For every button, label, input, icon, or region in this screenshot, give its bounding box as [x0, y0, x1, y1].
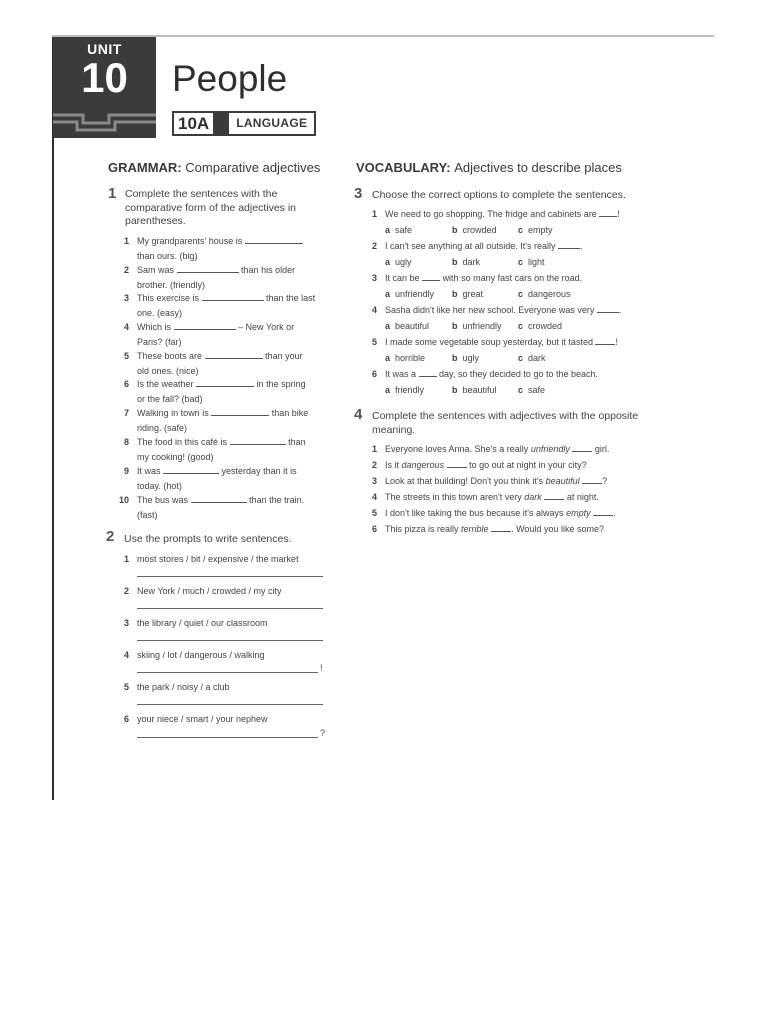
item-text: My grandparents' house is [137, 236, 243, 246]
answer-blank[interactable] [230, 435, 286, 445]
option-letter: a [385, 289, 391, 299]
answer-blank[interactable] [491, 522, 511, 532]
item-text: These boots are [137, 351, 203, 361]
item-number: 4 [372, 305, 378, 315]
item-text: than your [265, 351, 303, 361]
item-keyword: dark [524, 492, 542, 502]
answer-line[interactable] [137, 704, 323, 705]
item-text: – New York or [238, 322, 295, 332]
option-a[interactable] [385, 256, 412, 268]
left-rule [52, 37, 54, 800]
item-number: 6 [124, 714, 130, 724]
item-text: ? [602, 476, 608, 486]
answer-blank[interactable] [595, 335, 615, 345]
option-text: ugly [462, 353, 480, 363]
exercise-1-item [124, 435, 344, 465]
answer-blank[interactable] [422, 271, 440, 281]
line-end-punctuation: ? [320, 728, 326, 738]
vocabulary-heading [356, 160, 622, 175]
item-text: Look at that building! Don't you think it's [385, 476, 544, 486]
option-text: friendly [395, 385, 425, 395]
option-text: crowded [528, 321, 563, 331]
option-c[interactable] [518, 384, 545, 396]
exercise-4-item [372, 490, 662, 504]
exercise-4-item [372, 442, 662, 456]
item-number: 1 [124, 554, 130, 564]
exercise-1-item [124, 234, 344, 264]
item-text: in the spring [256, 379, 306, 389]
exercise-1-item [119, 493, 344, 523]
option-letter: a [385, 257, 391, 267]
exercise-2-item [124, 648, 329, 678]
item-text: Paris? (far) [137, 336, 182, 347]
item-text: It was a [385, 369, 417, 379]
item-number: 2 [124, 265, 130, 275]
option-letter: c [518, 289, 524, 299]
option-letter: b [452, 289, 458, 299]
item-prompt: most stores / bit / expensive / the market [137, 554, 299, 564]
item-keyword: unfriendly [530, 444, 570, 454]
item-number: 6 [372, 524, 378, 534]
item-text: than his older [241, 265, 296, 275]
item-number: 5 [372, 508, 378, 518]
option-letter: b [452, 321, 458, 331]
exercise-1-number: 1 [108, 185, 117, 202]
item-text: than the last [266, 293, 316, 303]
option-c[interactable] [518, 320, 562, 332]
item-text: I don't like taking the bus because it's always [385, 508, 564, 518]
option-text: ugly [395, 257, 412, 267]
option-text: unfriendly [395, 289, 435, 299]
item-text: than bike [271, 408, 309, 418]
answer-blank[interactable] [582, 474, 602, 484]
item-text: Sasha didn't like her new school. Everyone was very [385, 305, 595, 315]
item-text: . [613, 508, 616, 518]
option-a[interactable] [385, 224, 412, 236]
option-a[interactable] [385, 320, 429, 332]
lesson-code: 10A [174, 113, 213, 134]
option-letter: b [452, 257, 458, 267]
option-a[interactable] [385, 288, 434, 300]
answer-blank[interactable] [196, 377, 254, 387]
option-letter: c [518, 321, 524, 331]
item-keyword: empty [566, 508, 591, 518]
option-c[interactable] [518, 224, 553, 236]
unit-box [53, 37, 156, 138]
exercise-1-item [124, 263, 344, 293]
option-letter: b [452, 353, 458, 363]
option-text: great [462, 289, 484, 299]
option-b[interactable] [452, 224, 497, 236]
item-text: This exercise is [137, 293, 200, 303]
item-text: yesterday than it is [221, 466, 297, 476]
item-text: riding. (safe) [137, 422, 188, 433]
item-number: 3 [124, 293, 130, 303]
answer-line[interactable] [137, 640, 323, 641]
exercise-2-item [124, 680, 329, 710]
exercise-1-item [124, 406, 344, 436]
instruction-line: Complete the sentences with adjectives with the opposite [372, 410, 639, 422]
item-text: Walking in town is [137, 408, 209, 418]
option-b[interactable] [452, 384, 497, 396]
answer-line[interactable] [137, 608, 323, 609]
exercise-3-item [372, 239, 652, 271]
item-text: Everyone loves Anna. She's a really [385, 444, 529, 454]
item-text: Is the weather [137, 379, 194, 389]
unit-stripe-graphic [53, 105, 156, 138]
answer-blank[interactable] [419, 367, 437, 377]
item-keyword: dangerous [401, 460, 445, 470]
exercise-3-instruction: Choose the correct options to complete the sentences. [372, 189, 626, 201]
instruction-line: Complete the sentences with the [125, 188, 278, 200]
instruction-line: comparative form of the adjectives in [125, 201, 296, 214]
instruction-line: parentheses. [125, 215, 186, 227]
item-text: than [288, 437, 306, 447]
answer-blank[interactable] [174, 320, 236, 330]
exercise-1-instruction [125, 188, 296, 229]
line-end-punctuation: ! [320, 663, 323, 673]
option-letter: a [385, 353, 391, 363]
exercise-1-item [124, 464, 344, 494]
item-number: 3 [124, 618, 130, 628]
option-text: dark [462, 257, 481, 267]
exercise-2-item [124, 616, 329, 646]
exercise-3-item [372, 207, 652, 239]
item-text: than ours. (big) [137, 250, 198, 261]
exercise-3-item [372, 335, 652, 367]
option-text: safe [528, 385, 546, 395]
option-letter: b [452, 225, 458, 235]
item-text: . Would you like some? [511, 524, 604, 534]
page-title: People [172, 58, 288, 99]
item-text: one. (easy) [137, 307, 183, 318]
item-keyword: beautiful [545, 476, 580, 486]
item-text: day, so they decided to go to the beach. [439, 369, 598, 379]
item-text: Which is [137, 322, 172, 332]
item-text: or the fall? (bad) [137, 393, 203, 404]
item-text: It was [137, 466, 161, 476]
lesson-type: LANGUAGE [236, 116, 308, 130]
item-text: . [580, 241, 583, 251]
badge-divider [213, 113, 229, 134]
grammar-heading-label: GRAMMAR: [108, 160, 182, 175]
option-b[interactable] [452, 256, 480, 268]
item-text: (fast) [137, 509, 158, 520]
option-text: dangerous [528, 289, 571, 299]
answer-line[interactable] [137, 576, 323, 577]
vocabulary-heading-topic: Adjectives to describe places [454, 160, 622, 175]
exercise-2-number: 2 [106, 528, 115, 545]
item-number: 4 [124, 650, 130, 660]
answer-blank[interactable] [447, 458, 467, 468]
answer-blank[interactable] [205, 349, 263, 359]
lesson-badge [172, 111, 316, 136]
item-prompt: the library / quiet / our classroom [137, 618, 268, 628]
answer-blank[interactable] [211, 406, 269, 416]
item-number: 2 [372, 460, 378, 470]
item-text: Sam was [137, 265, 175, 275]
item-number: 10 [119, 495, 130, 505]
option-b[interactable] [452, 352, 479, 364]
option-letter: a [385, 321, 391, 331]
option-text: horrible [395, 353, 426, 363]
item-number: 6 [124, 379, 130, 389]
option-letter: c [518, 385, 524, 395]
exercise-3-item [372, 271, 652, 303]
exercise-4-item [372, 458, 662, 472]
answer-blank[interactable] [245, 234, 303, 244]
item-text: We need to go shopping. The fridge and cabinets are [385, 209, 597, 219]
item-prompt: the park / noisy / a club [137, 682, 230, 692]
answer-blank[interactable] [163, 464, 219, 474]
exercise-3-number: 3 [354, 185, 363, 202]
item-text: my cooking! (good) [137, 451, 214, 462]
option-letter: a [385, 225, 391, 235]
item-text: with so many fast cars on the road. [442, 273, 583, 283]
option-text: beautiful [462, 385, 497, 395]
option-c[interactable] [518, 256, 545, 268]
exercise-4-instruction [372, 410, 638, 437]
item-text: This pizza is really [385, 524, 459, 534]
item-prompt: skiing / lot / dangerous / walking [137, 650, 265, 660]
instruction-line: meaning. [372, 423, 416, 436]
item-number: 1 [124, 236, 130, 246]
answer-blank[interactable] [599, 207, 617, 217]
option-text: unfriendly [462, 321, 502, 331]
item-number: 5 [372, 337, 378, 347]
exercise-2-instruction: Use the prompts to write sentences. [124, 533, 292, 545]
answer-blank[interactable] [593, 506, 613, 516]
unit-number: 10 [81, 54, 128, 101]
exercise-3-item [372, 367, 652, 399]
option-c[interactable] [518, 352, 546, 364]
exercise-4-number: 4 [354, 406, 363, 423]
option-c[interactable] [518, 288, 571, 300]
item-text: today. (hot) [137, 480, 182, 491]
item-number: 2 [124, 586, 130, 596]
grammar-heading-topic: Comparative adjectives [185, 160, 321, 175]
option-b[interactable] [452, 320, 502, 332]
item-number: 7 [124, 408, 130, 418]
item-text: girl. [594, 444, 610, 454]
answer-blank[interactable] [177, 263, 239, 273]
option-text: dark [528, 353, 546, 363]
item-number: 3 [372, 273, 378, 283]
item-number: 2 [372, 241, 378, 251]
item-prompt: your niece / smart / your nephew [137, 714, 268, 724]
exercise-4-item [372, 522, 662, 536]
option-text: empty [528, 225, 553, 235]
item-text: at night. [566, 492, 599, 502]
vocabulary-heading-label: VOCABULARY: [356, 160, 451, 175]
answer-blank[interactable] [202, 291, 264, 301]
item-number: 5 [124, 682, 130, 692]
item-number: 4 [372, 492, 378, 502]
exercise-2-item [124, 552, 329, 582]
item-text: brother. (friendly) [137, 279, 206, 290]
option-b[interactable] [452, 288, 483, 300]
option-letter: c [518, 353, 524, 363]
answer-blank[interactable] [544, 490, 564, 500]
item-number: 3 [372, 476, 378, 486]
grammar-heading [108, 160, 320, 175]
option-text: light [528, 257, 545, 267]
option-letter: c [518, 257, 524, 267]
item-number: 8 [124, 437, 130, 447]
answer-line[interactable] [137, 737, 318, 738]
exercise-1-item [124, 320, 344, 350]
answer-blank[interactable] [191, 493, 247, 503]
option-a[interactable] [385, 352, 425, 364]
option-text: safe [395, 225, 413, 235]
item-text: It can be [385, 273, 420, 283]
item-text: to go out at night in your city? [469, 460, 587, 470]
exercise-3-item [372, 303, 652, 335]
item-text: The food in this café is [137, 437, 228, 447]
option-letter: c [518, 225, 524, 235]
item-text: than the train. [249, 495, 305, 505]
item-text: I can't see anything at all outside. It's really [385, 241, 556, 251]
item-keyword: terrible [461, 524, 489, 534]
answer-line[interactable] [137, 672, 318, 673]
item-number: 1 [372, 209, 378, 219]
item-text: ! [615, 337, 618, 347]
item-number: 4 [124, 322, 130, 332]
exercise-1-item [124, 291, 344, 321]
item-number: 1 [372, 444, 378, 454]
option-text: crowded [462, 225, 497, 235]
item-text: ! [617, 209, 620, 219]
item-text: old ones. (nice) [137, 365, 199, 376]
exercise-2-item [124, 584, 329, 614]
item-prompt: New York / much / crowded / my city [137, 586, 282, 596]
option-letter: b [452, 385, 458, 395]
exercise-4-item [372, 506, 662, 520]
item-number: 6 [372, 369, 378, 379]
item-number: 9 [124, 466, 130, 476]
exercise-1-item [124, 377, 344, 407]
item-text: I made some vegetable soup yesterday, but it tasted [385, 337, 593, 347]
item-text: The bus was [137, 495, 189, 505]
option-text: beautiful [395, 321, 430, 331]
option-a[interactable] [385, 384, 424, 396]
exercise-4-item [372, 474, 662, 488]
item-text: Is it [385, 460, 400, 470]
unit-label: UNIT [87, 41, 122, 57]
exercise-2-item [124, 712, 329, 742]
answer-blank[interactable] [558, 239, 580, 249]
item-text: The streets in this town aren't very [385, 492, 522, 502]
item-number: 5 [124, 351, 130, 361]
answer-blank[interactable] [597, 303, 619, 313]
exercise-1-item [124, 349, 344, 379]
answer-blank[interactable] [572, 442, 592, 452]
option-letter: a [385, 385, 391, 395]
item-text: . [618, 305, 622, 315]
